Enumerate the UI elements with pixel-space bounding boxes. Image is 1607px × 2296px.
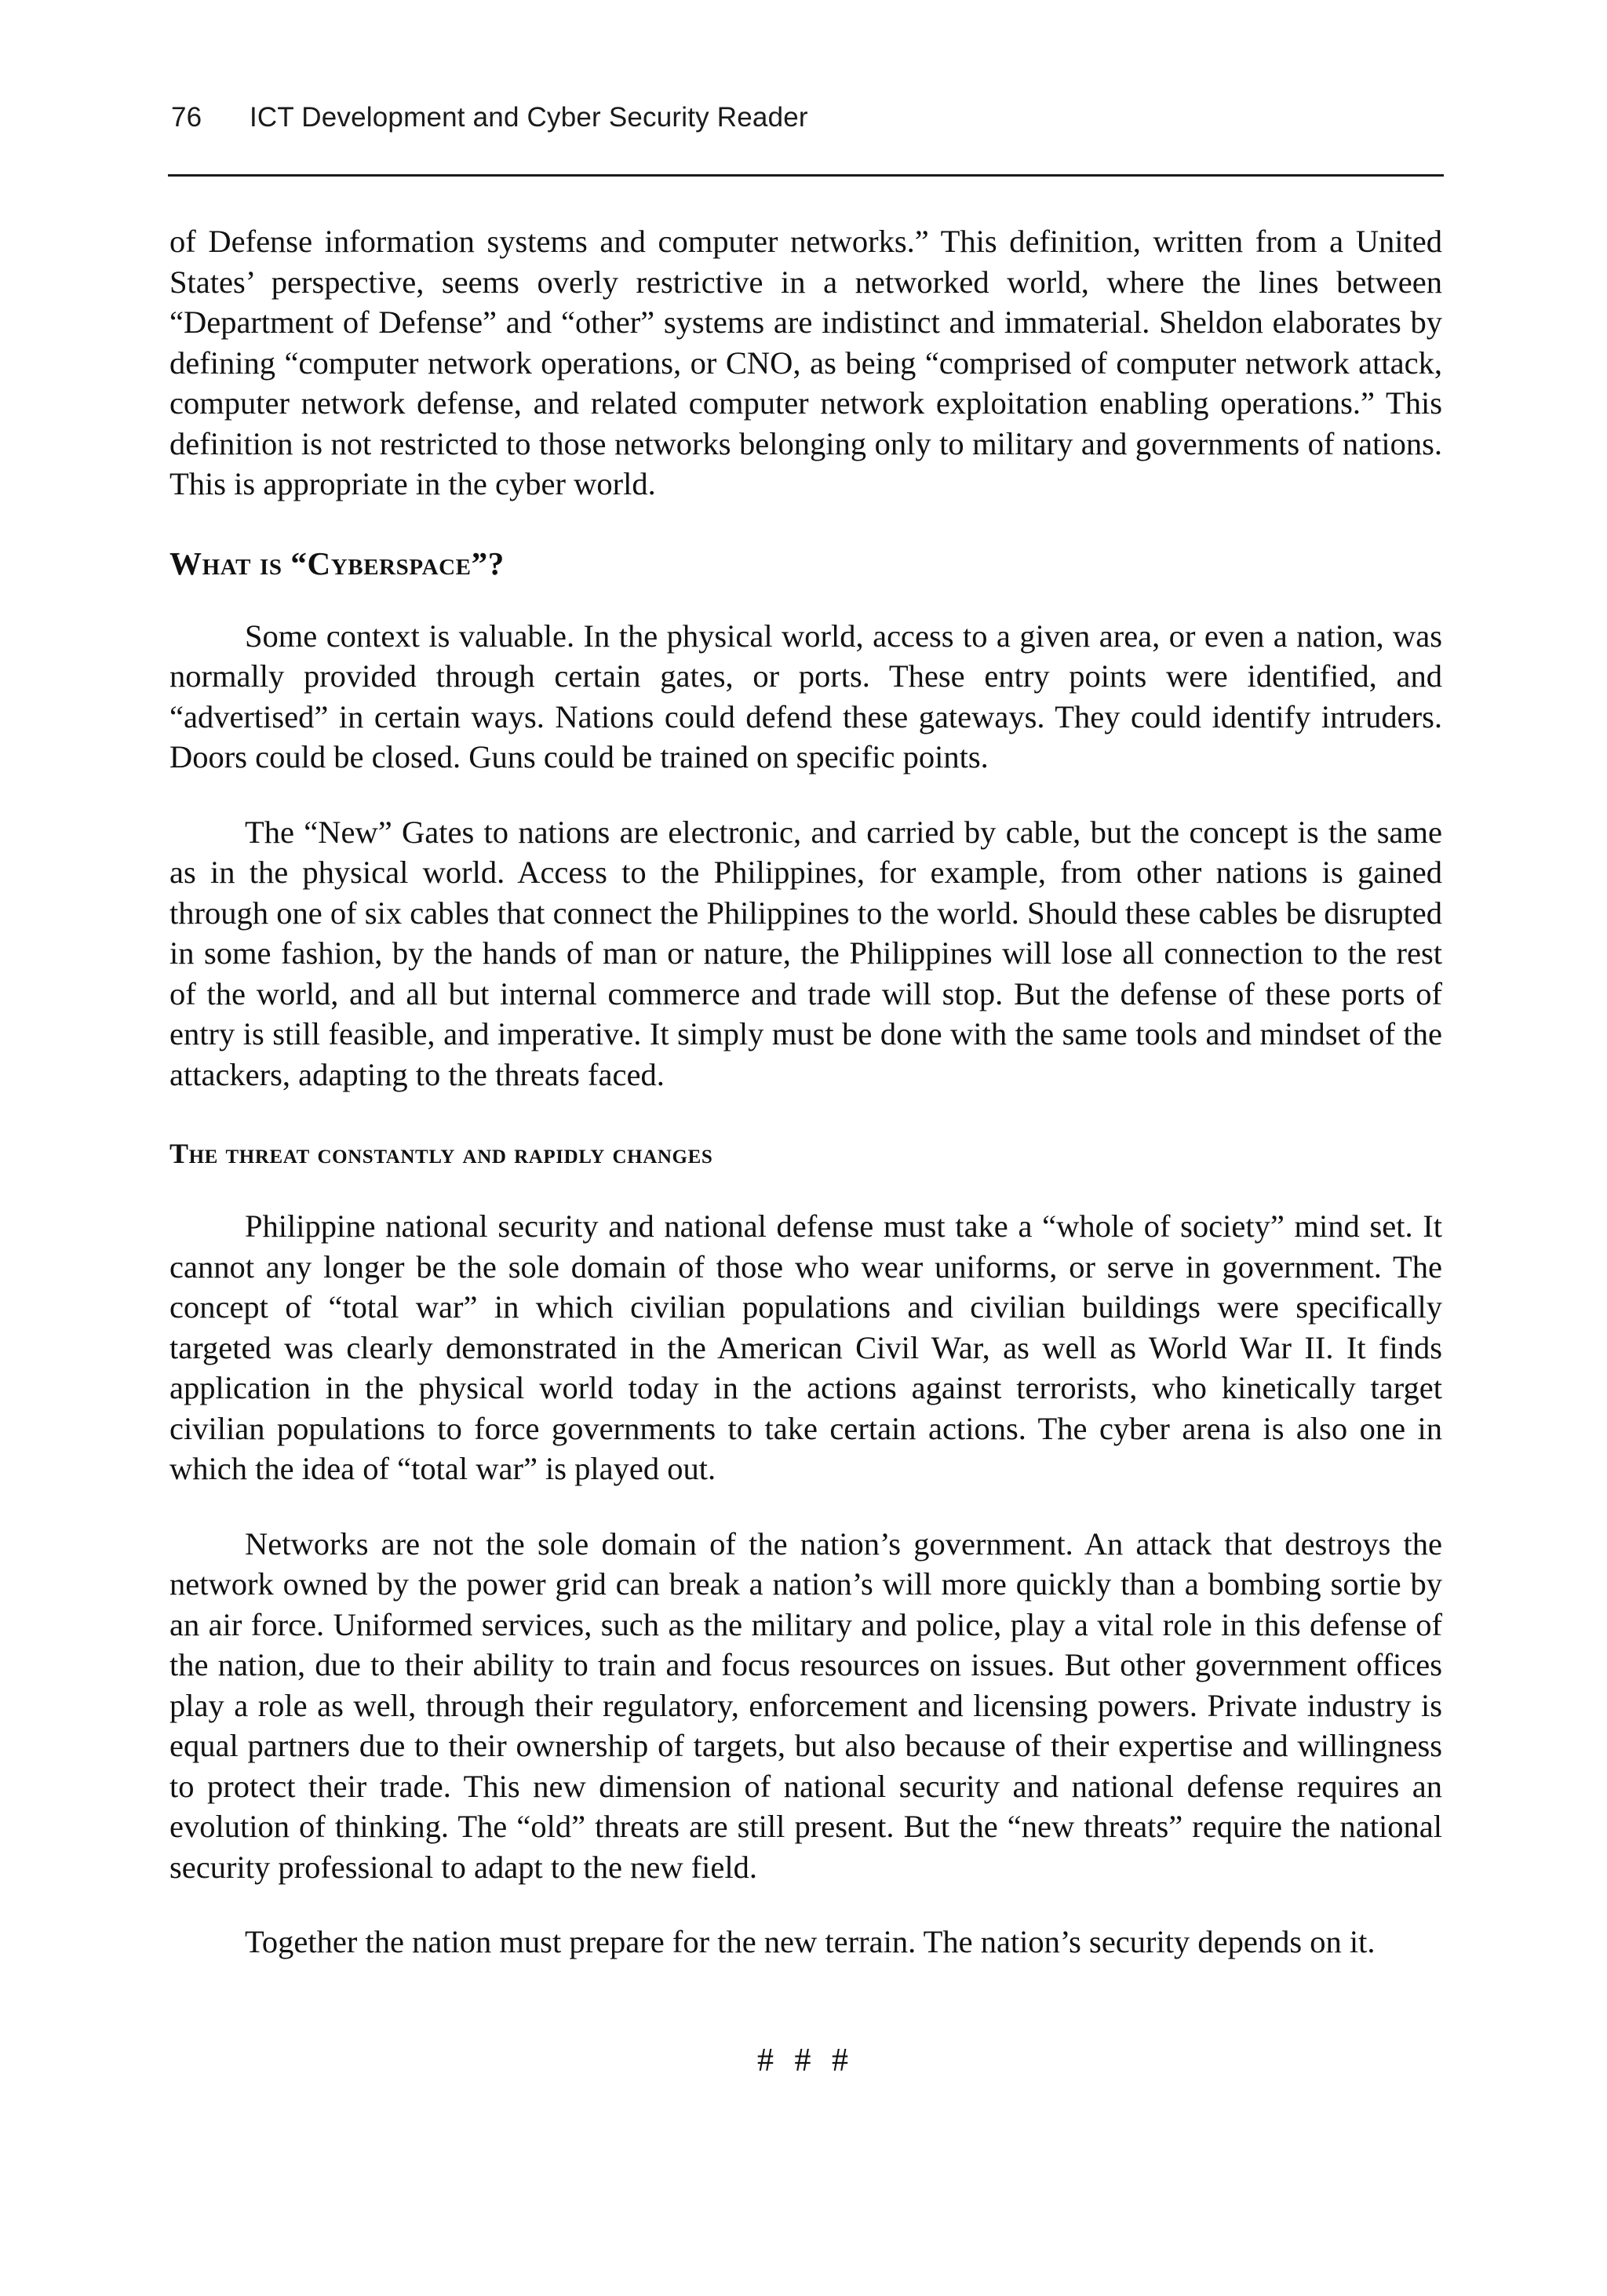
book-title: ICT Development and Cyber Security Reader [250, 102, 808, 133]
spacer [169, 581, 1442, 616]
text-block [169, 221, 1442, 1963]
page-number: 76 [171, 102, 202, 133]
heading-what-is-cyberspace: What is “Cyberspace”? [169, 545, 505, 581]
spacer [169, 1489, 1442, 1524]
header-rule [168, 174, 1444, 177]
spacer [169, 1887, 1442, 1922]
spacer [169, 1095, 1442, 1135]
running-head [171, 102, 1442, 133]
spacer [169, 505, 1442, 545]
spacer [169, 1172, 1442, 1206]
paragraph-continued: of Defense information systems and computer networks.” This definition, written from a United States’ perspective, seems overly restrictive in a networked world, where the lines between “Department of Defense” and “other” systems are indistinct and immaterial. Sheldon elaborates by defining “computer network operations, or CNO, as being “comprised of computer network attack, computer network defense, and related computer network exploitation enabling operations.” This definition is not restricted to those networks belonging only to military and governments of nations. This is appropriate in the cyber world. [169, 224, 1442, 501]
paragraph-networks: Networks are not the sole domain of the nation’s government. An attack that destroys the network owned by the power grid can break a nation’s will more quickly than a bombing sortie by an air force. Uniformed services, such as the military and police, play a vital role in this defense of the nation, due to their ability to train and focus resources on issues. But other government offices play a role as well, through their regulatory, enforcement and licensing powers. Private industry is equal partners due to their ownership of targets, but also because of their expertise and willingness to protect their trade. This new dimension of national security and national defense requires an evolution of thinking. The “old” threats are still present. But the “new threats” require the national security professional to adapt to the new field. [169, 1525, 1442, 1885]
end-of-article-mark: # # # [757, 2043, 855, 2079]
paragraph-new-gates: The “New” Gates to nations are electronic, and carried by cable, but the concept is the same as in the physical world. Access to the Philippines, for example, from other nations is gained through one of six cables that connect the Philippines to the world. Should these cables be disrupted in some fashion, by the hands of man or nature, the Philippines will lose all connection to the rest of the world, and all but internal commerce and trade will stop. But the defense of these ports of entry is still feasible, and imperative. It simply must be done with the same tools and mindset of the attackers, adapting to the threats faced. [169, 814, 1442, 1092]
paragraph-together: Together the nation must prepare for the new terrain. The nation’s security depends on it. [245, 1924, 1376, 1959]
heading-threat-changes: The threat constantly and rapidly changes [169, 1138, 713, 1169]
spacer [169, 778, 1442, 812]
paragraph-whole-of-society: Philippine national security and national defense must take a “whole of society” mind set. It cannot any longer be the sole domain of those who wear uniforms, or serve in government. The concept of “total war” in which civilian populations and civilian buildings were specifically targeted was clearly demonstrated in the American Civil War, as well as World War II. It finds application in the physical world today in the actions against terrorists, who kinetically target civilian populations to force governments to take certain actions. The cyber arena is also one in which the idea of “total war” is played out. [169, 1208, 1442, 1486]
paragraph-some-context: Some context is valuable. In the physical world, access to a given area, or even a nation, was normally provided through certain gates, or ports. These entry points were identified, and “advertised” in certain ways. Nations could defend these gateways. They could identify intruders. Doors could be closed. Guns could be trained on specific points. [169, 618, 1442, 774]
